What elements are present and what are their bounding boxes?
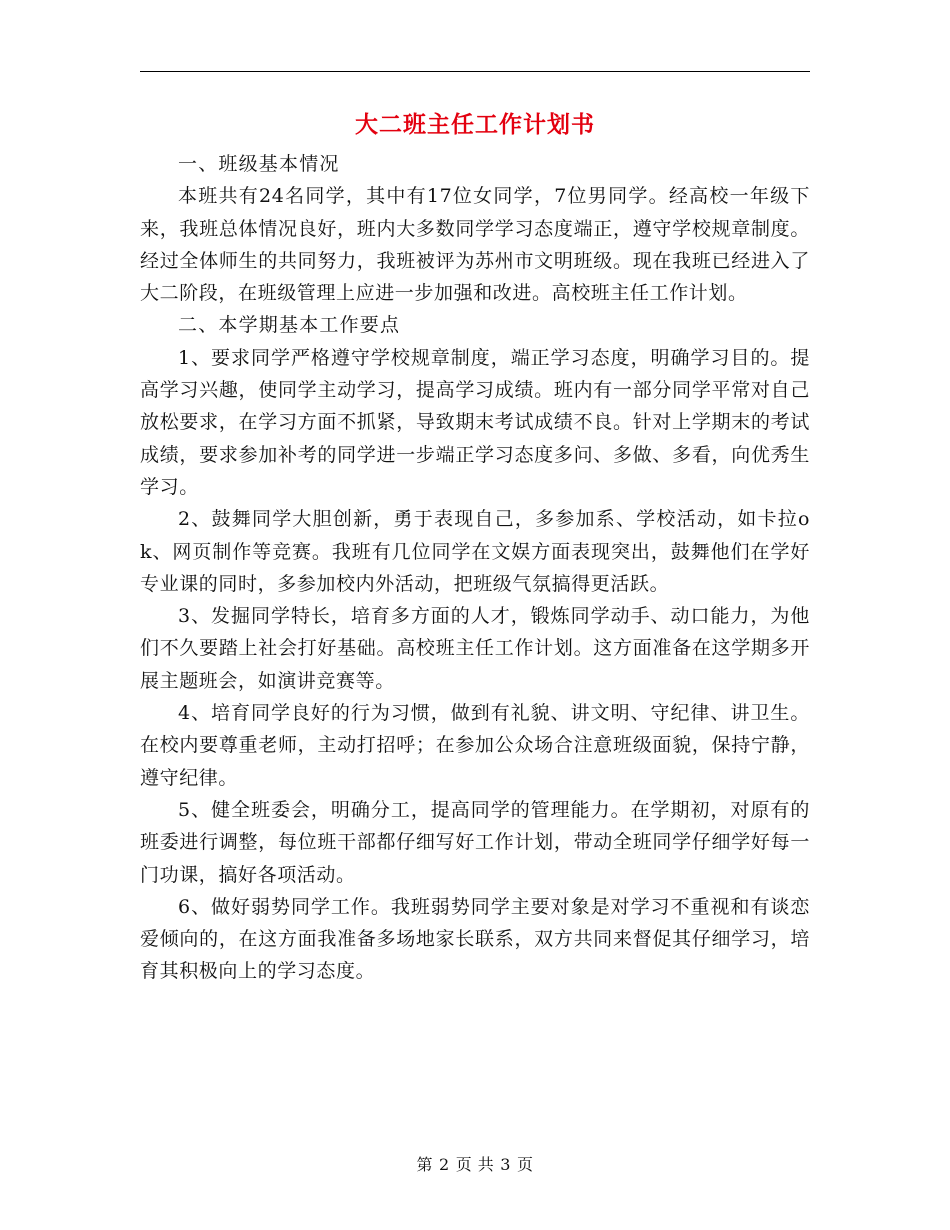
header-rule bbox=[140, 71, 810, 72]
footer-current-page: 2 bbox=[439, 1155, 450, 1174]
paragraph-point-1: 1、要求同学严格遵守学校规章制度，端正学习态度，明确学习目的。提高学习兴趣，使同学主动学习，提高学习成绩。班内有一部分同学平常对自己放松要求，在学习方面不抓紧，导致期末考试成绩不良。针对上学期末的考试成绩，要求参加补考的同学进一步端正学习态度多问、多做、多看，向优秀生学习。 bbox=[140, 346, 810, 498]
section-heading-class-info: 一、班级基本情况 bbox=[178, 153, 340, 175]
page-footer bbox=[140, 1153, 810, 1177]
paragraph-point-5: 5、健全班委会，明确分工，提高同学的管理能力。在学期初，对原有的班委进行调整，每位班干部都仔细写好工作计划，带动全班同学仔细学好每一门功课，搞好各项活动。 bbox=[140, 798, 810, 886]
paragraph-point-6: 6、做好弱势同学工作。我班弱势同学主要对象是对学习不重视和有谈恋爱倾向的，在这方面我准备多场地家长联系，双方共同来督促其仔细学习，培育其积极向上的学习态度。 bbox=[140, 895, 810, 983]
footer-prefix: 第 bbox=[416, 1155, 434, 1174]
paragraph-class-info: 本班共有24名同学，其中有17位女同学，7位男同学。经高校一年级下来，我班总体情况良好，班内大多数同学学习态度端正，遵守学校规章制度。经过全体师生的共同努力，我班被评为苏州市文明班级。现在我班已经进入了大二阶段，在班级管理上应进一步加强和改进。高校班主任工作计划。 bbox=[140, 185, 810, 305]
footer-total-pages: 3 bbox=[500, 1155, 511, 1174]
section-heading-work-points: 二、本学期基本工作要点 bbox=[178, 314, 401, 337]
paragraph-point-3: 3、发掘同学特长，培育多方面的人才，锻炼同学动手、动口能力，为他们不久要踏上社会打好基础。高校班主任工作计划。这方面准备在这学期多开展主题班会，如演讲竞赛等。 bbox=[140, 605, 810, 692]
paragraph-point-4: 4、培育同学良好的行为习惯，做到有礼貌、讲文明、守纪律、讲卫生。在校内要尊重老师，主动打招呼；在参加公众场合注意班级面貌，保持宁静，遵守纪律。 bbox=[140, 702, 810, 789]
paragraph-point-2: 2、鼓舞同学大胆创新，勇于表现自己，多参加系、学校活动，如卡拉ok、网页制作等竞赛。我班有几位同学在文娱方面表现突出，鼓舞他们在学好专业课的同时，多参加校内外活动，把班级气氛搞得更活跃。 bbox=[140, 508, 810, 595]
document-body bbox=[140, 148, 810, 988]
document-title: 大二班主任工作计划书 bbox=[355, 111, 595, 138]
footer-middle: 页 共 bbox=[455, 1155, 495, 1174]
footer-suffix: 页 bbox=[516, 1155, 534, 1174]
